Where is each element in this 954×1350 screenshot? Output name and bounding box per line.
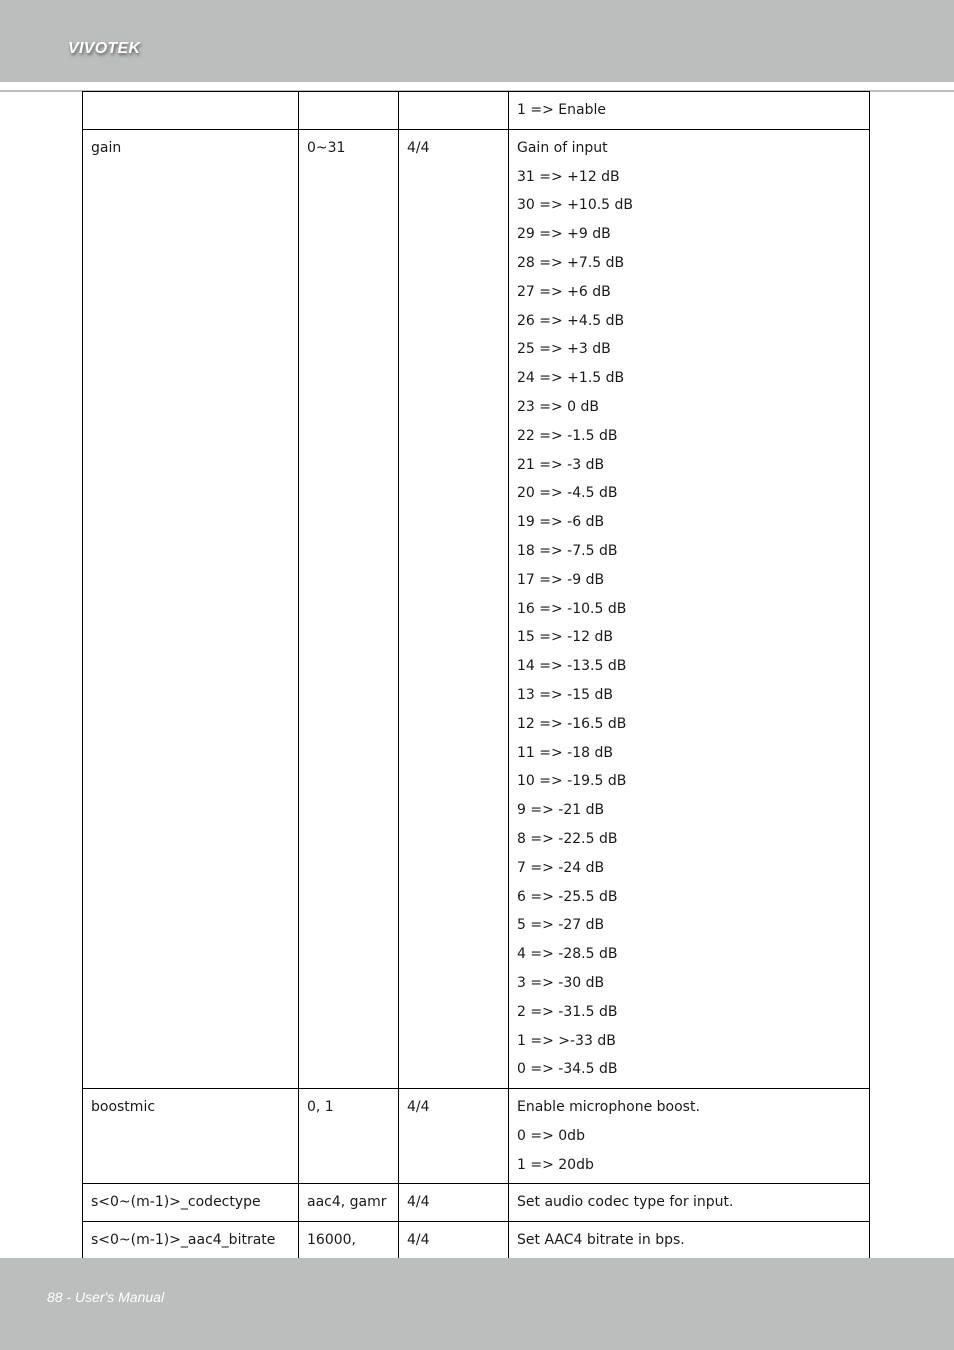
description-line: Gain of input: [517, 139, 608, 156]
description-line: Enable microphone boost.: [517, 1099, 700, 1116]
description-line: 1 => 20db: [517, 1156, 594, 1173]
description-line: 15 => -12 dB: [517, 629, 613, 646]
param-security: [399, 92, 509, 130]
param-value: [299, 92, 399, 130]
description-line: 30 => +10.5 dB: [517, 197, 634, 214]
description-line: 24 => +1.5 dB: [517, 370, 625, 387]
description-line: 0 => -34.5 dB: [517, 1061, 618, 1078]
page-number-label: 88 - User's Manual: [47, 1289, 165, 1305]
description-line: 3 => -30 dB: [517, 974, 605, 991]
param-description: [509, 92, 870, 130]
description-line: Set AAC4 bitrate in bps.: [517, 1232, 685, 1249]
description-line: 31 => +12 dB: [517, 168, 620, 185]
description-line: 2 => -31.5 dB: [517, 1003, 618, 1020]
description-line: 21 => -3 dB: [517, 456, 605, 473]
param-description: [509, 1089, 870, 1184]
parameter-table: [82, 91, 870, 1289]
description-line: 27 => +6 dB: [517, 283, 611, 300]
table-row: [83, 92, 870, 130]
page-header: [0, 0, 954, 82]
description-line: 25 => +3 dB: [517, 341, 611, 358]
param-security: 4/4: [399, 1089, 509, 1184]
param-name: boostmic: [83, 1089, 299, 1184]
description-line: 16 => -10.5 dB: [517, 600, 627, 617]
table-row: [83, 1089, 870, 1184]
param-description: [509, 1184, 870, 1222]
description-line: 14 => -13.5 dB: [517, 658, 627, 675]
param-value: 0~31: [299, 129, 399, 1088]
param-name: gain: [83, 129, 299, 1088]
description-line: 19 => -6 dB: [517, 514, 605, 531]
description-line: 28 => +7.5 dB: [517, 254, 625, 271]
description-line: 1 => Enable: [517, 102, 606, 118]
description-line: Set audio codec type for input.: [517, 1194, 734, 1211]
param-value: aac4, gamr: [299, 1184, 399, 1222]
description-line: 17 => -9 dB: [517, 571, 605, 588]
description-line: 12 => -16.5 dB: [517, 715, 627, 732]
description-line: 7 => -24 dB: [517, 859, 605, 876]
description-line: 13 => -15 dB: [517, 686, 613, 703]
description-line: 8 => -22.5 dB: [517, 830, 618, 847]
description-line: 29 => +9 dB: [517, 226, 611, 243]
table-row: [83, 1184, 870, 1222]
description-line: 6 => -25.5 dB: [517, 888, 618, 905]
param-name: [83, 92, 299, 130]
description-line: 23 => 0 dB: [517, 398, 600, 415]
page-footer: [0, 1258, 954, 1350]
param-security: 4/4: [399, 1184, 509, 1222]
param-value: 0, 1: [299, 1089, 399, 1184]
param-security: 4/4: [399, 129, 509, 1088]
description-line: 0 => 0db: [517, 1127, 585, 1144]
description-line: 10 => -19.5 dB: [517, 773, 627, 790]
brand-logo: VIVOTEK: [68, 40, 141, 57]
description-line: 22 => -1.5 dB: [517, 427, 618, 444]
description-line: 26 => +4.5 dB: [517, 312, 625, 329]
description-line: 4 => -28.5 dB: [517, 946, 618, 963]
param-description: [509, 129, 870, 1088]
value-line: 16000,: [307, 1232, 356, 1249]
description-line: 18 => -7.5 dB: [517, 542, 618, 559]
description-line: 5 => -27 dB: [517, 917, 605, 934]
description-line: 11 => -18 dB: [517, 744, 613, 761]
table-row: [83, 129, 870, 1088]
param-name: s<0~(m-1)>_aac4_bitrate: [83, 1222, 299, 1289]
param-name: s<0~(m-1)>_codectype: [83, 1184, 299, 1222]
description-line: 1 => >-33 dB: [517, 1032, 616, 1049]
param-security: 4/4: [399, 1222, 509, 1289]
description-line: 9 => -21 dB: [517, 802, 605, 819]
description-line: 20 => -4.5 dB: [517, 485, 618, 502]
